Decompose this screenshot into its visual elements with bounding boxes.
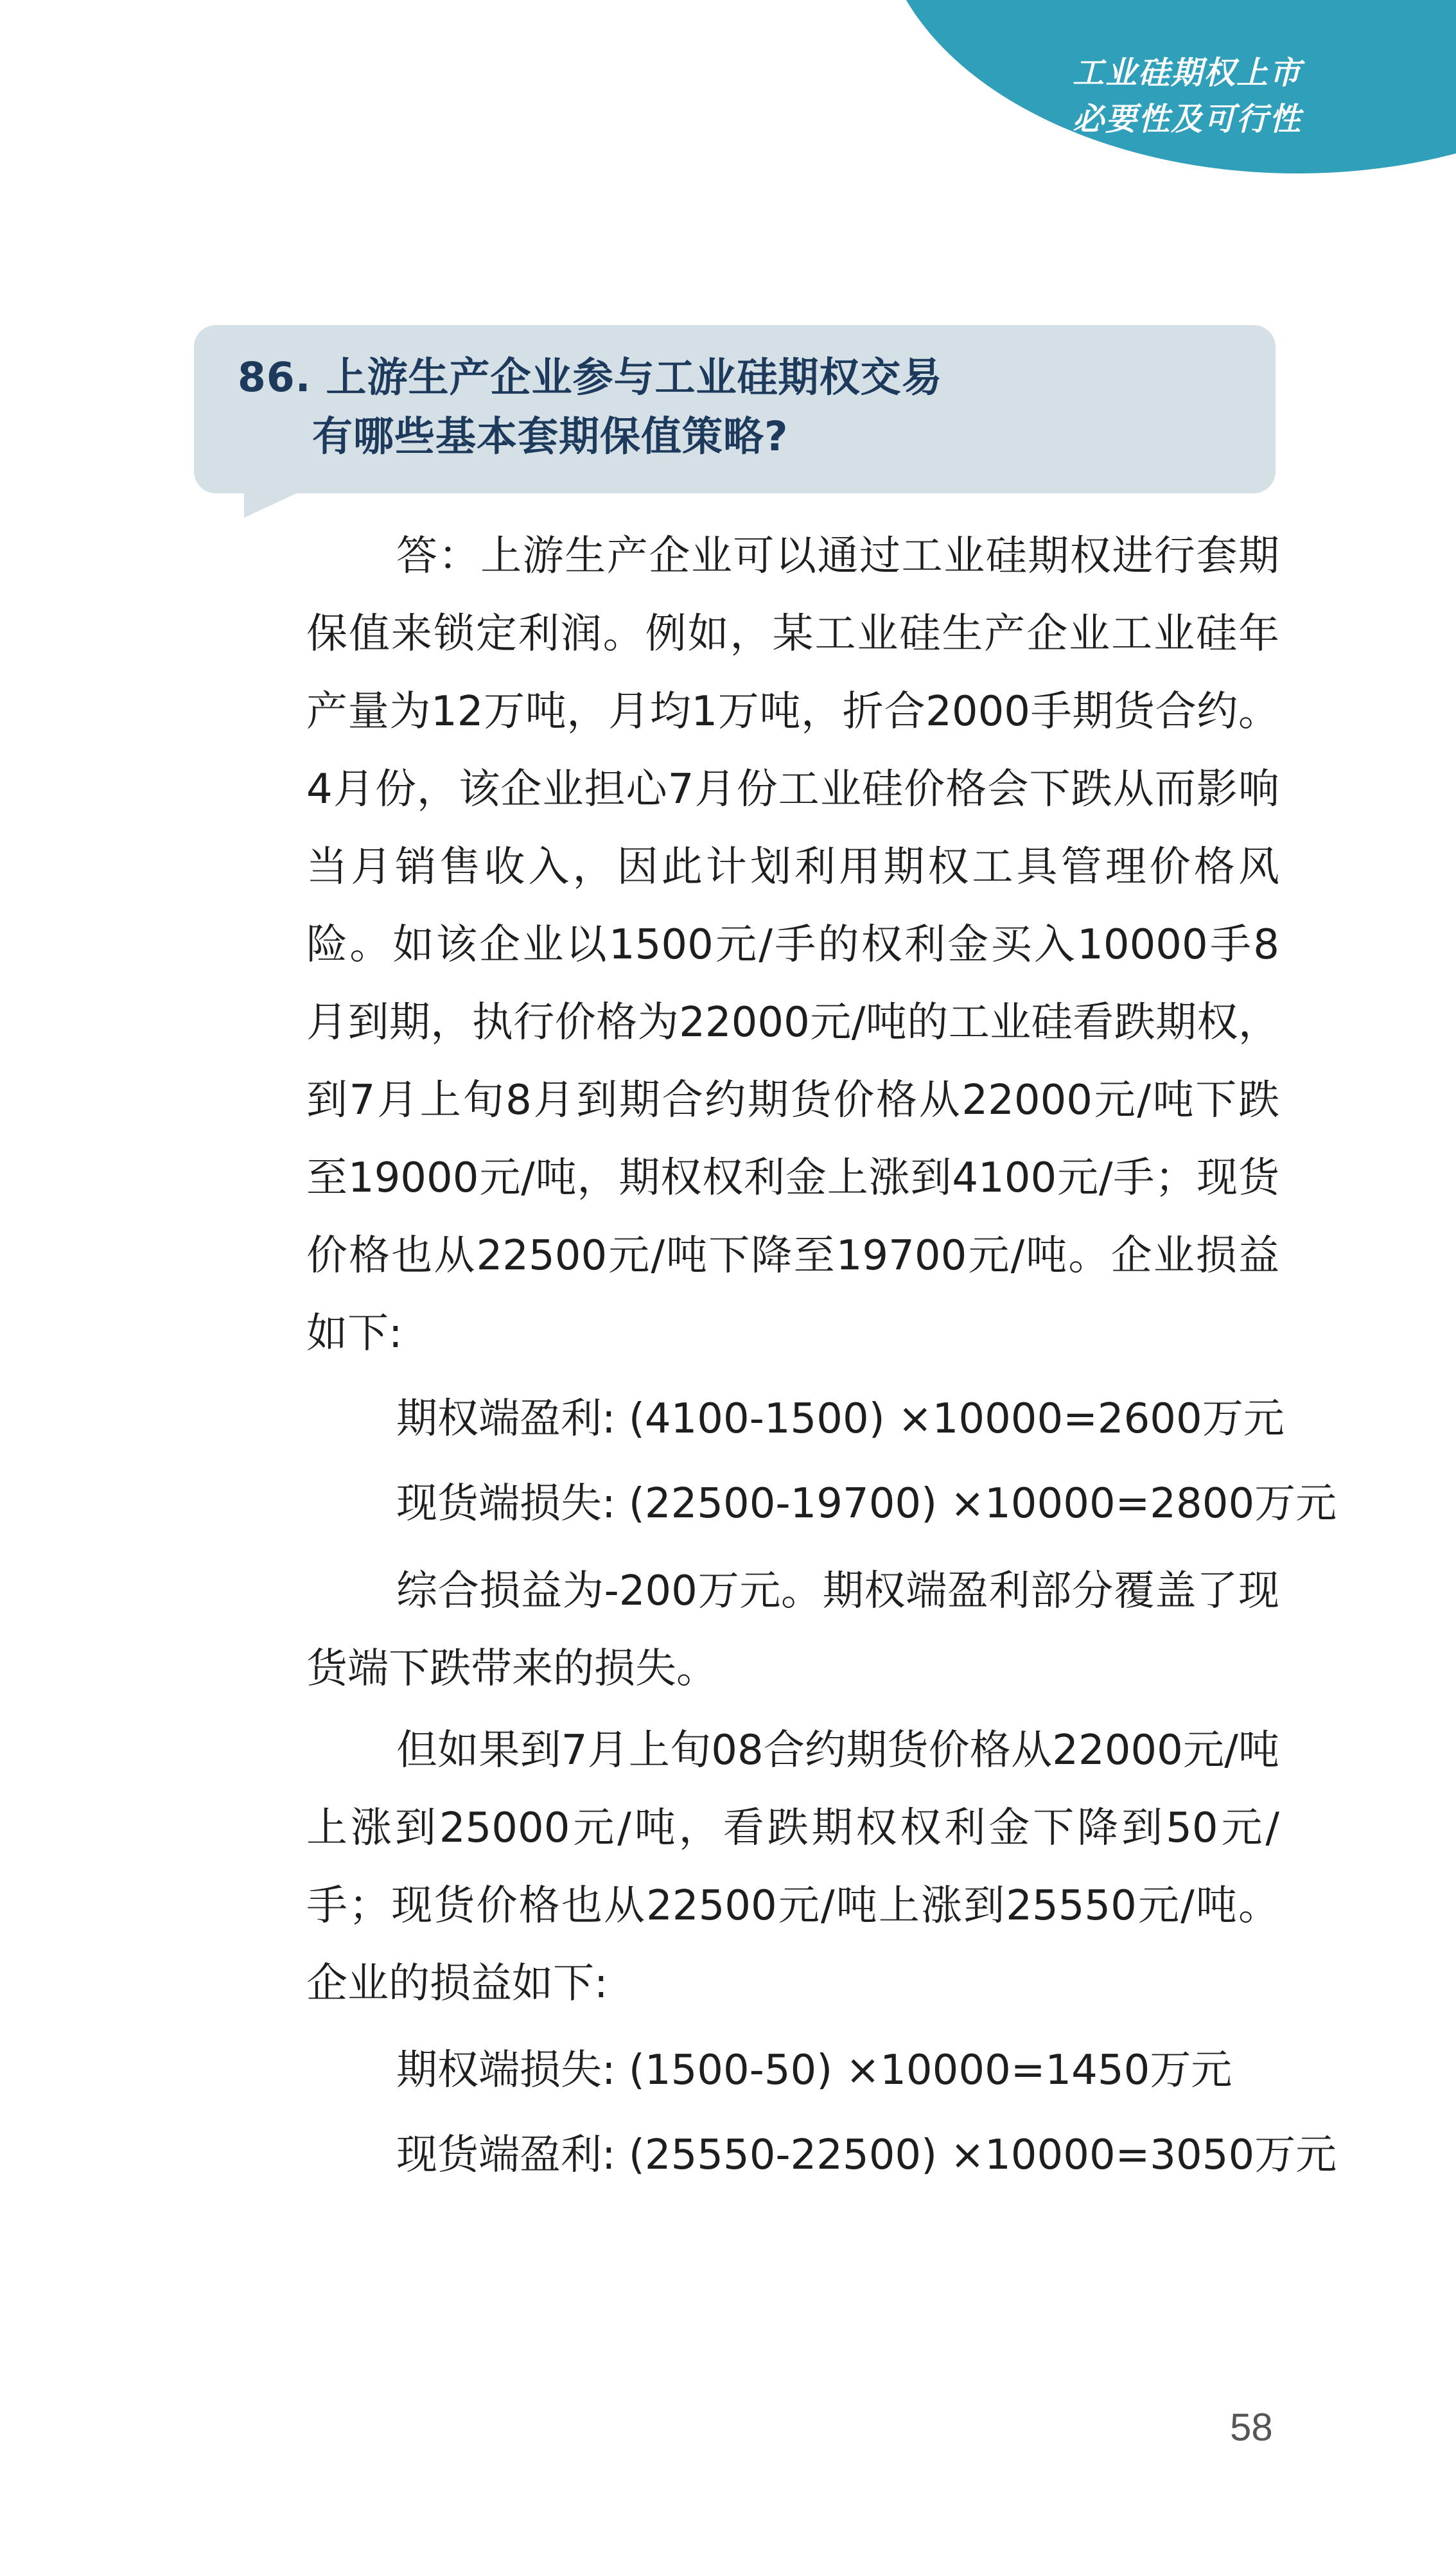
section-title bbox=[1073, 50, 1302, 143]
section-title-line2: 必要性及可行性 bbox=[1072, 101, 1302, 137]
answer-paragraph-3: 但如果到7月上旬08合约期货价格从22000元/吨上涨到25000元/吨，看跌期权权利金下降到50元/手；现货价格也从22500元/吨上涨到25550元/吨。企业的损益如下: bbox=[306, 1727, 1279, 2007]
formula-spot-loss: 现货端损失: (22500-19700) ×10000=2800万元 bbox=[396, 1480, 1337, 1528]
section-title-line1: 工业硅期权上市 bbox=[1072, 55, 1302, 91]
page-number: 58 bbox=[1230, 2406, 1273, 2449]
formula-option-profit: 期权端盈利: (4100-1500) ×10000=2600万元 bbox=[396, 1395, 1285, 1443]
answer-paragraph-2: 综合损益为-200万元。期权端盈利部分覆盖了现货端下跌带来的损失。 bbox=[306, 1567, 1279, 1693]
answer-body bbox=[306, 518, 1337, 2198]
question-heading bbox=[238, 348, 943, 466]
formula-option-loss: 期权端损失: (1500-50) ×10000=1450万元 bbox=[396, 2047, 1232, 2094]
answer-paragraph-1: 答：上游生产企业可以通过工业硅期权进行套期保值来锁定利润。例如，某工业硅生产企业工业硅年产量为12万吨，月均1万吨，折合2000手期货合约。4月份，该企业担心7月份工业硅价格会下跌从而影响当月销售收入，因此计划利用期权工具管理价格风险。如该企业以1500元/手的权利金买入10000手8月到期，执行价格为22000元/吨的工业硅看跌期权，到7月上旬8月到期合约期货价格从22000元/吨下跌至19000元/吨，期权权利金上涨到4100元/手；现货价格也从22500元/吨下降至19700元/吨。企业损益如下: bbox=[306, 533, 1279, 1357]
question-bubble-tail bbox=[244, 492, 299, 518]
question-line2: 有哪些基本套期保值策略? bbox=[312, 413, 789, 460]
formula-spot-profit: 现货端盈利: (25550-22500) ×10000=3050万元 bbox=[396, 2131, 1337, 2179]
question-line1: 86. 上游生产企业参与工业硅期权交易 bbox=[238, 354, 943, 401]
